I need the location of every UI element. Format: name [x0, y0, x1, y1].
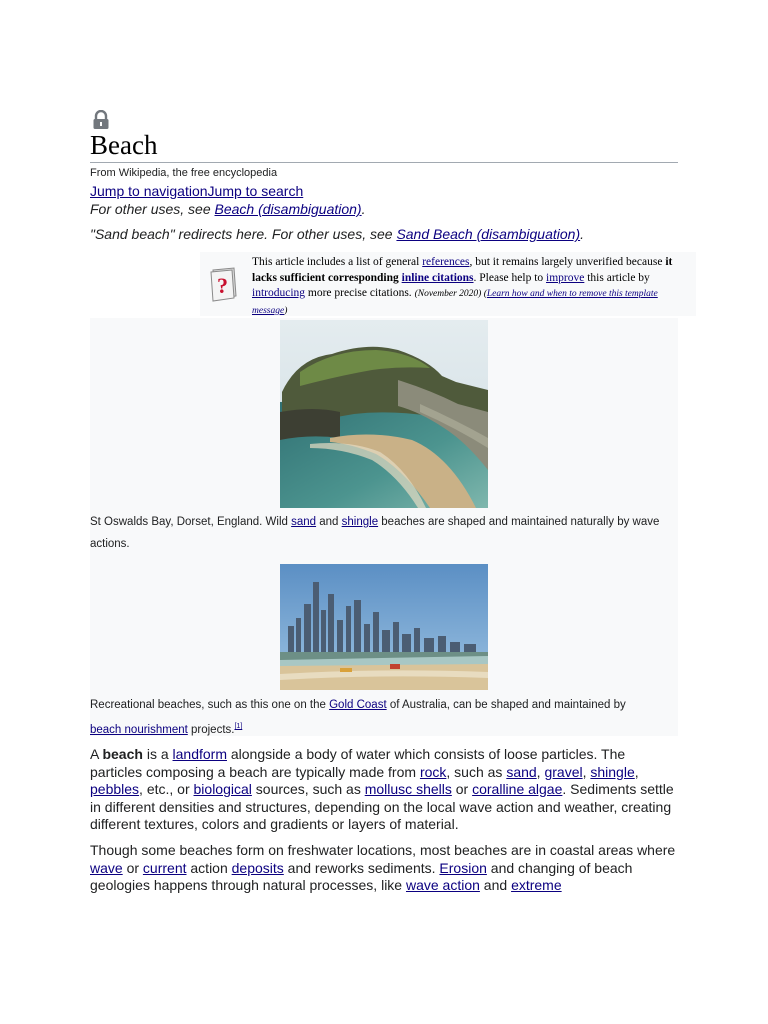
sand-link[interactable]: sand — [291, 516, 317, 528]
article-body — [90, 746, 678, 903]
hatnote-redirect: "Sand beach" redirects here. For other uses, see Sand Beach (disambiguation). — [90, 226, 584, 242]
current-link[interactable]: current — [142, 859, 187, 876]
figure-caption-2: Recreational beaches, such as this one on the Gold Coast of Australia, can be shaped and maintained by beach nourishment projects.[1] — [90, 699, 626, 736]
question-book-icon — [208, 266, 240, 302]
citation-1-link[interactable]: [1] — [234, 723, 243, 730]
jump-to-navigation-link[interactable]: Jump to navigation — [90, 183, 208, 199]
learn-remove-template-link[interactable]: Learn how and when to remove this template message — [252, 289, 658, 316]
svg-text:?: ? — [217, 273, 228, 298]
extreme-link[interactable]: extreme — [511, 877, 562, 894]
notice-date: (November 2020) — [414, 289, 482, 299]
beach-nourishment-link[interactable]: beach nourishment — [90, 723, 188, 736]
citation-notice-box — [200, 252, 696, 316]
figure-caption-1: St Oswalds Bay, Dorset, England. Wild sand and shingle beaches are shaped and maintained naturally by wave actions. — [90, 516, 660, 550]
inline-citations-link[interactable]: inline citations — [401, 271, 474, 284]
image-panel — [90, 318, 678, 736]
paragraph-2: Though some beaches form on freshwater locations, most beaches are in coastal areas where wave or current action deposits and reworks sediments. Erosion and changing of beach geologies happens through natural processes, like wave action and extreme — [90, 841, 676, 894]
shingle-link[interactable]: shingle — [341, 516, 379, 528]
page-title: Beach — [90, 130, 158, 160]
gold-coast-link[interactable]: Gold Coast — [329, 699, 387, 711]
hatnote-other-uses: For other uses, see Beach (disambiguation). — [90, 201, 366, 217]
jump-links — [90, 182, 303, 200]
landform-link[interactable]: landform — [172, 746, 227, 762]
citation-notice-text: This article includes a list of general references, but it remains largely unverified because it lacks sufficient corresponding inline citations. Please help to improve this article by introducing more precise citations. (November 2020) (Learn how and when to remove this template message) — [252, 256, 673, 316]
gravel-link[interactable]: gravel — [544, 763, 583, 780]
wave-action-link[interactable]: wave action — [405, 877, 480, 894]
wave-link[interactable]: wave — [90, 859, 123, 876]
lock-icon — [92, 110, 110, 130]
improve-link[interactable]: improve — [546, 271, 585, 284]
coralline-algae-link[interactable]: coralline algae — [472, 781, 563, 798]
st-oswalds-bay-image[interactable] — [280, 320, 488, 508]
jump-to-search-link[interactable]: Jump to search — [207, 183, 304, 199]
pebbles-link[interactable]: pebbles — [90, 781, 140, 798]
sand-link[interactable]: sand — [506, 763, 537, 780]
biological-link[interactable]: biological — [193, 781, 252, 798]
erosion-link[interactable]: Erosion — [439, 859, 487, 876]
sand-beach-disambiguation-link[interactable]: Sand Beach (disambiguation) — [396, 226, 581, 242]
mollusc-shells-link[interactable]: mollusc shells — [364, 781, 452, 798]
title-divider — [90, 162, 678, 163]
shingle-link[interactable]: shingle — [590, 763, 635, 780]
references-link[interactable]: references — [422, 256, 470, 268]
gold-coast-image[interactable] — [280, 564, 488, 690]
paragraph-1: A beach is a landform alongside a body of water which consists of loose particles. The particles composing a beach are typically made from rock, such as sand, gravel, shingle, pebbles, etc., or biological sources, such as mollusc shells or coralline algae. Sediments settle in different densities and structures, depending on the local wave action and weather, creating different textures, colors and gradients or layers of material. — [90, 746, 674, 833]
beach-disambiguation-link[interactable]: Beach (disambiguation) — [214, 201, 362, 217]
site-tagline: From Wikipedia, the free encyclopedia — [90, 167, 278, 179]
rock-link[interactable]: rock — [419, 763, 447, 780]
deposits-link[interactable]: deposits — [231, 859, 284, 876]
introducing-link[interactable]: introducing — [252, 287, 306, 299]
